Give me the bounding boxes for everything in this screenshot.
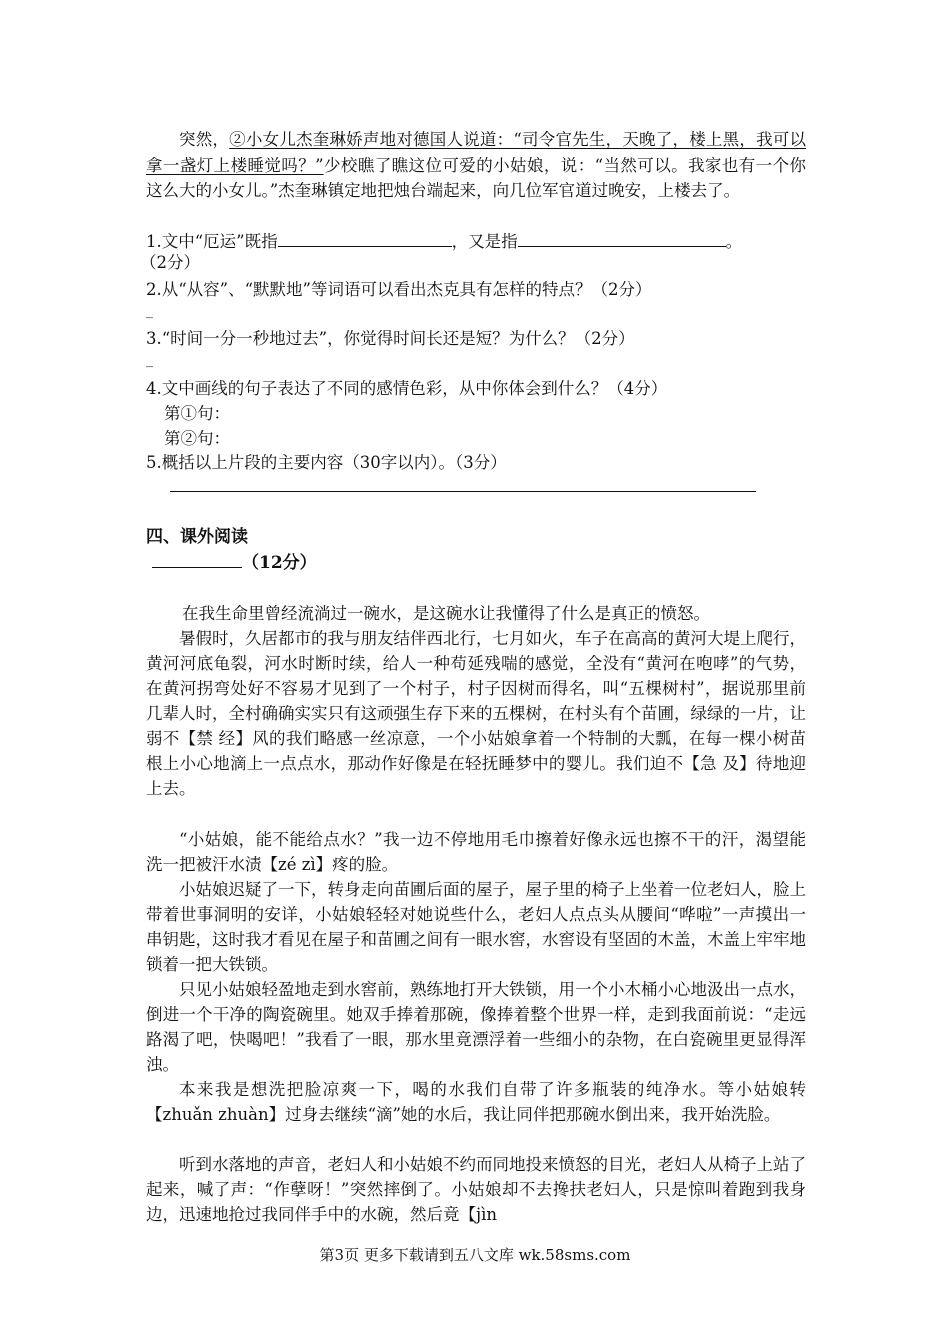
passage2-paragraph-4: 小姑娘迟疑了一下，转身走向苗圃后面的屋子，屋子里的椅子上坐着一位老妇人，脸上带着世事洞明的安详，小姑娘轻轻对她说些什么，老妇人点点头从腰间“哗啦”一声摸出一串钥匙，这时我才看见在屋子和苗圃之间有一眼水窖，水窖设有坚固的木盖，木盖上牢牢地锁着一把大铁锁。 xyxy=(146,880,806,974)
passage2-paragraph-7: 听到水落地的声音，老妇人和小姑娘不约而同地投来愤怒的目光，老妇人从椅子上站了起来，喊了声：“作孽呀！”突然摔倒了。小姑娘却不去搀扶老妇人，只是惊叫着跑到我身边，迅速地抢过我同伴手中的水碗，然后竟【jìn xyxy=(146,1155,806,1224)
passage2-paragraph-6: 本来我是想洗把脸凉爽一下，喝的水我们自带了许多瓶装的纯净水。等小姑娘转【zhuǎn zhuàn】过身去继续“滴”她的水后，我让同伴把那碗水倒出来，我开始洗脸。 xyxy=(146,1080,806,1124)
question-2: 2.从“从容”、“默默地”等词语可以看出杰克具有怎样的特点？（2分） xyxy=(146,280,652,299)
answer-blank-1b[interactable] xyxy=(518,228,726,247)
passage2-paragraph-3: “小姑娘，能不能给点水？”我一边不停地用毛巾擦着好像永远也擦不干的汗，渴望能洗一把被汗水渍【zé zì】疼的脸。 xyxy=(146,830,806,874)
section-points xyxy=(152,551,317,575)
question-5: 5.概括以上片段的主要内容（30字以内）。（3分） xyxy=(146,453,507,472)
passage1-text-after: 少校瞧了瞧这位可爱的小姑娘，说：“当然可以。我家也有一个你这么大的小女儿。”杰奎琳镇定地把烛台端起来，向几位军官道过晚安，上楼去了。 xyxy=(146,155,807,200)
question-1-part-a: 1.文中“厄运”既指 xyxy=(146,232,278,251)
underlined-sentence-2: ②小女儿杰奎琳娇声地对德国人说道：“司令官先生，天晚了，楼上黑，我可以拿一盏灯上楼睡觉吗？” xyxy=(146,130,807,175)
question-4: 4.文中画线的句子表达了不同的感情色彩，从中你体会到什么？（4分） xyxy=(146,379,668,398)
passage2-paragraph-1: 在我生命里曾经流淌过一碗水，是这碗水让我懂得了什么是真正的愤怒。 xyxy=(182,604,710,623)
passage2-paragraph-5: 只见小姑娘轻盈地走到水窖前，熟练地打开大铁锁，用一个小木桶小心地汲出一点水，倒进一个干净的陶瓷碗里。她双手捧着那碗，像捧着整个世界一样，走到我面前说：“走远路渴了吧，快喝吧！”我看了一眼，那水里竟漂浮着一些细小的杂物，在白瓷碗里更显得浑浊。 xyxy=(146,980,806,1074)
answer-mark-2: _ xyxy=(146,303,153,319)
passage1-text-before: 突然， xyxy=(179,130,230,149)
question-1-points: （2分） xyxy=(140,253,200,272)
question-3: 3.“时间一分一秒地过去”，你觉得时间长还是短？为什么？（2分） xyxy=(146,329,635,348)
passage2-paragraph-2: 暑假时，久居都市的我与朋友结伴西北行，七月如火，车子在高高的黄河大堤上爬行，黄河河底龟裂，河水时断时续，给人一种苟延残喘的感觉，全没有“黄河在咆哮”的气势，在黄河拐弯处好不容易才见到了一个村子，村子因树而得名，叫“五棵树村”，据说那里前几辈人时，全村确确实实只有这顽强生存下来的五棵树，在村头有个苗圃，绿绿的一片，让弱不【禁 经】风的我们略感一丝凉意，一个小姑娘拿着一个特制的大瓢，在每一棵小树苗根上小心地滴上一点点水，那动作好像是在轻抚睡梦中的婴儿。我们迫不【急 及】待地迎上去。 xyxy=(146,629,806,798)
answer-blank-1a[interactable] xyxy=(278,228,452,247)
section-points-label: （12分） xyxy=(242,553,317,573)
section-heading: 四、课外阅读 xyxy=(146,527,248,547)
passage1-paragraph xyxy=(146,127,806,204)
score-blank[interactable] xyxy=(152,553,242,568)
question-1-part-c: 。 xyxy=(725,232,743,251)
question-1-part-b: ，又是指 xyxy=(451,232,518,251)
question-4-sentence-1: 第①句： xyxy=(164,404,230,423)
answer-line-5[interactable] xyxy=(170,491,756,492)
question-4-sentence-2: 第②句： xyxy=(164,429,230,448)
answer-mark-3: _ xyxy=(146,352,153,368)
page-footer: 第3页 更多下载请到五八文库 wk.58sms.com xyxy=(319,1246,631,1264)
